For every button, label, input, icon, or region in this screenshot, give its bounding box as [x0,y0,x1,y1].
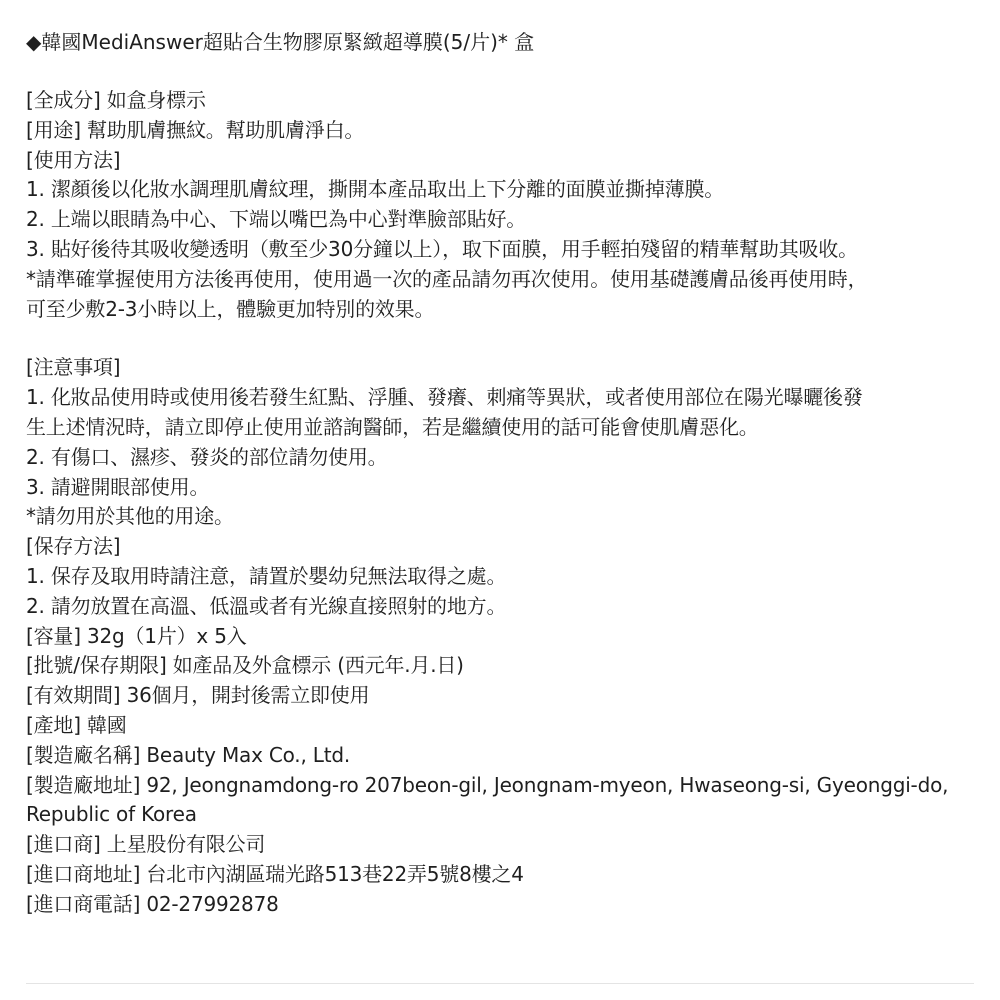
capacity-text: [容量] 32g（1片）x 5入 [26,623,247,648]
usage-heading: [使用方法] [26,147,121,172]
manufacturer-text: [製造廠名稱] Beauty Max Co., Ltd. [26,742,351,767]
batch-text: [批號/保存期限] 如產品及外盒標示 (西元年.月.日) [26,653,464,678]
origin-text: [產地] 韓國 [26,712,127,737]
importer-text: [進口商] 上星股份有限公司 [26,832,266,857]
section-spacer [26,324,974,353]
caution-heading: [注意事項] [26,355,121,380]
storage-item-1: 1. 保存及取用時請注意，請置於嬰幼兒無法取得之處。 [26,563,507,588]
storage-heading: [保存方法] [26,534,121,559]
bottom-divider [26,983,974,984]
caution-item-2: 2. 有傷口、濕疹、發炎的部位請勿使用。 [26,444,388,469]
purpose-text: [用途] 幫助肌膚撫紋。幫助肌膚淨白。 [26,117,365,142]
caution-item-1-line-1: 1. 化妝品使用時或使用後若發生紅點、浮腫、發癢、刺痛等異狀，或者使用部位在陽光曝曬後發 [26,385,863,410]
caution-note: *請勿用於其他的用途。 [26,504,234,529]
shelf-life-text: [有效期間] 36個月，開封後需立即使用 [26,683,370,708]
caution-item-1-line-2: 生上述情況時，請立即停止使用並諮詢醫師，若是繼續使用的話可能會使肌膚惡化。 [26,414,759,439]
storage-item-2: 2. 請勿放置在高溫、低溫或者有光線直接照射的地方。 [26,593,507,618]
usage-step-3: 3. 貼好後待其吸收變透明（敷至少30分鐘以上），取下面膜，用手輕拍殘留的精華幫助其吸收。 [26,236,858,261]
importer-address-text: [進口商地址] 台北市內湖區瑞光路513巷22弄5號8樓之4 [26,861,524,886]
manufacturer-address-line-1: [製造廠地址] 92, Jeongnamdong-ro 207beon-gil, Jeongnam-myeon, Hwaseong-si, Gyeonggi-do, [26,772,949,797]
usage-step-1: 1. 潔顏後以化妝水調理肌膚紋理，撕開本產品取出上下分離的面膜並撕掉薄膜。 [26,177,725,202]
usage-step-2: 2. 上端以眼睛為中心、下端以嘴巴為中心對準臉部貼好。 [26,207,527,232]
caution-item-3: 3. 請避開眼部使用。 [26,474,210,499]
importer-phone-text: [進口商電話] 02-27992878 [26,891,279,916]
ingredients-text: [全成分] 如盒身標示 [26,88,206,112]
manufacturer-address-line-2: Republic of Korea [26,802,197,827]
product-title: ◆韓國MediAnswer超貼合生物膠原緊緻超導膜(5/片)* 盒 [26,30,535,54]
usage-note-line-2: 可至少敷2-3小時以上，體驗更加特別的效果。 [26,296,435,321]
usage-note-line-1: *請準確掌握使用方法後再使用，使用過一次的產品請勿再次使用。使用基礎護膚品後再使用時， [26,266,868,291]
